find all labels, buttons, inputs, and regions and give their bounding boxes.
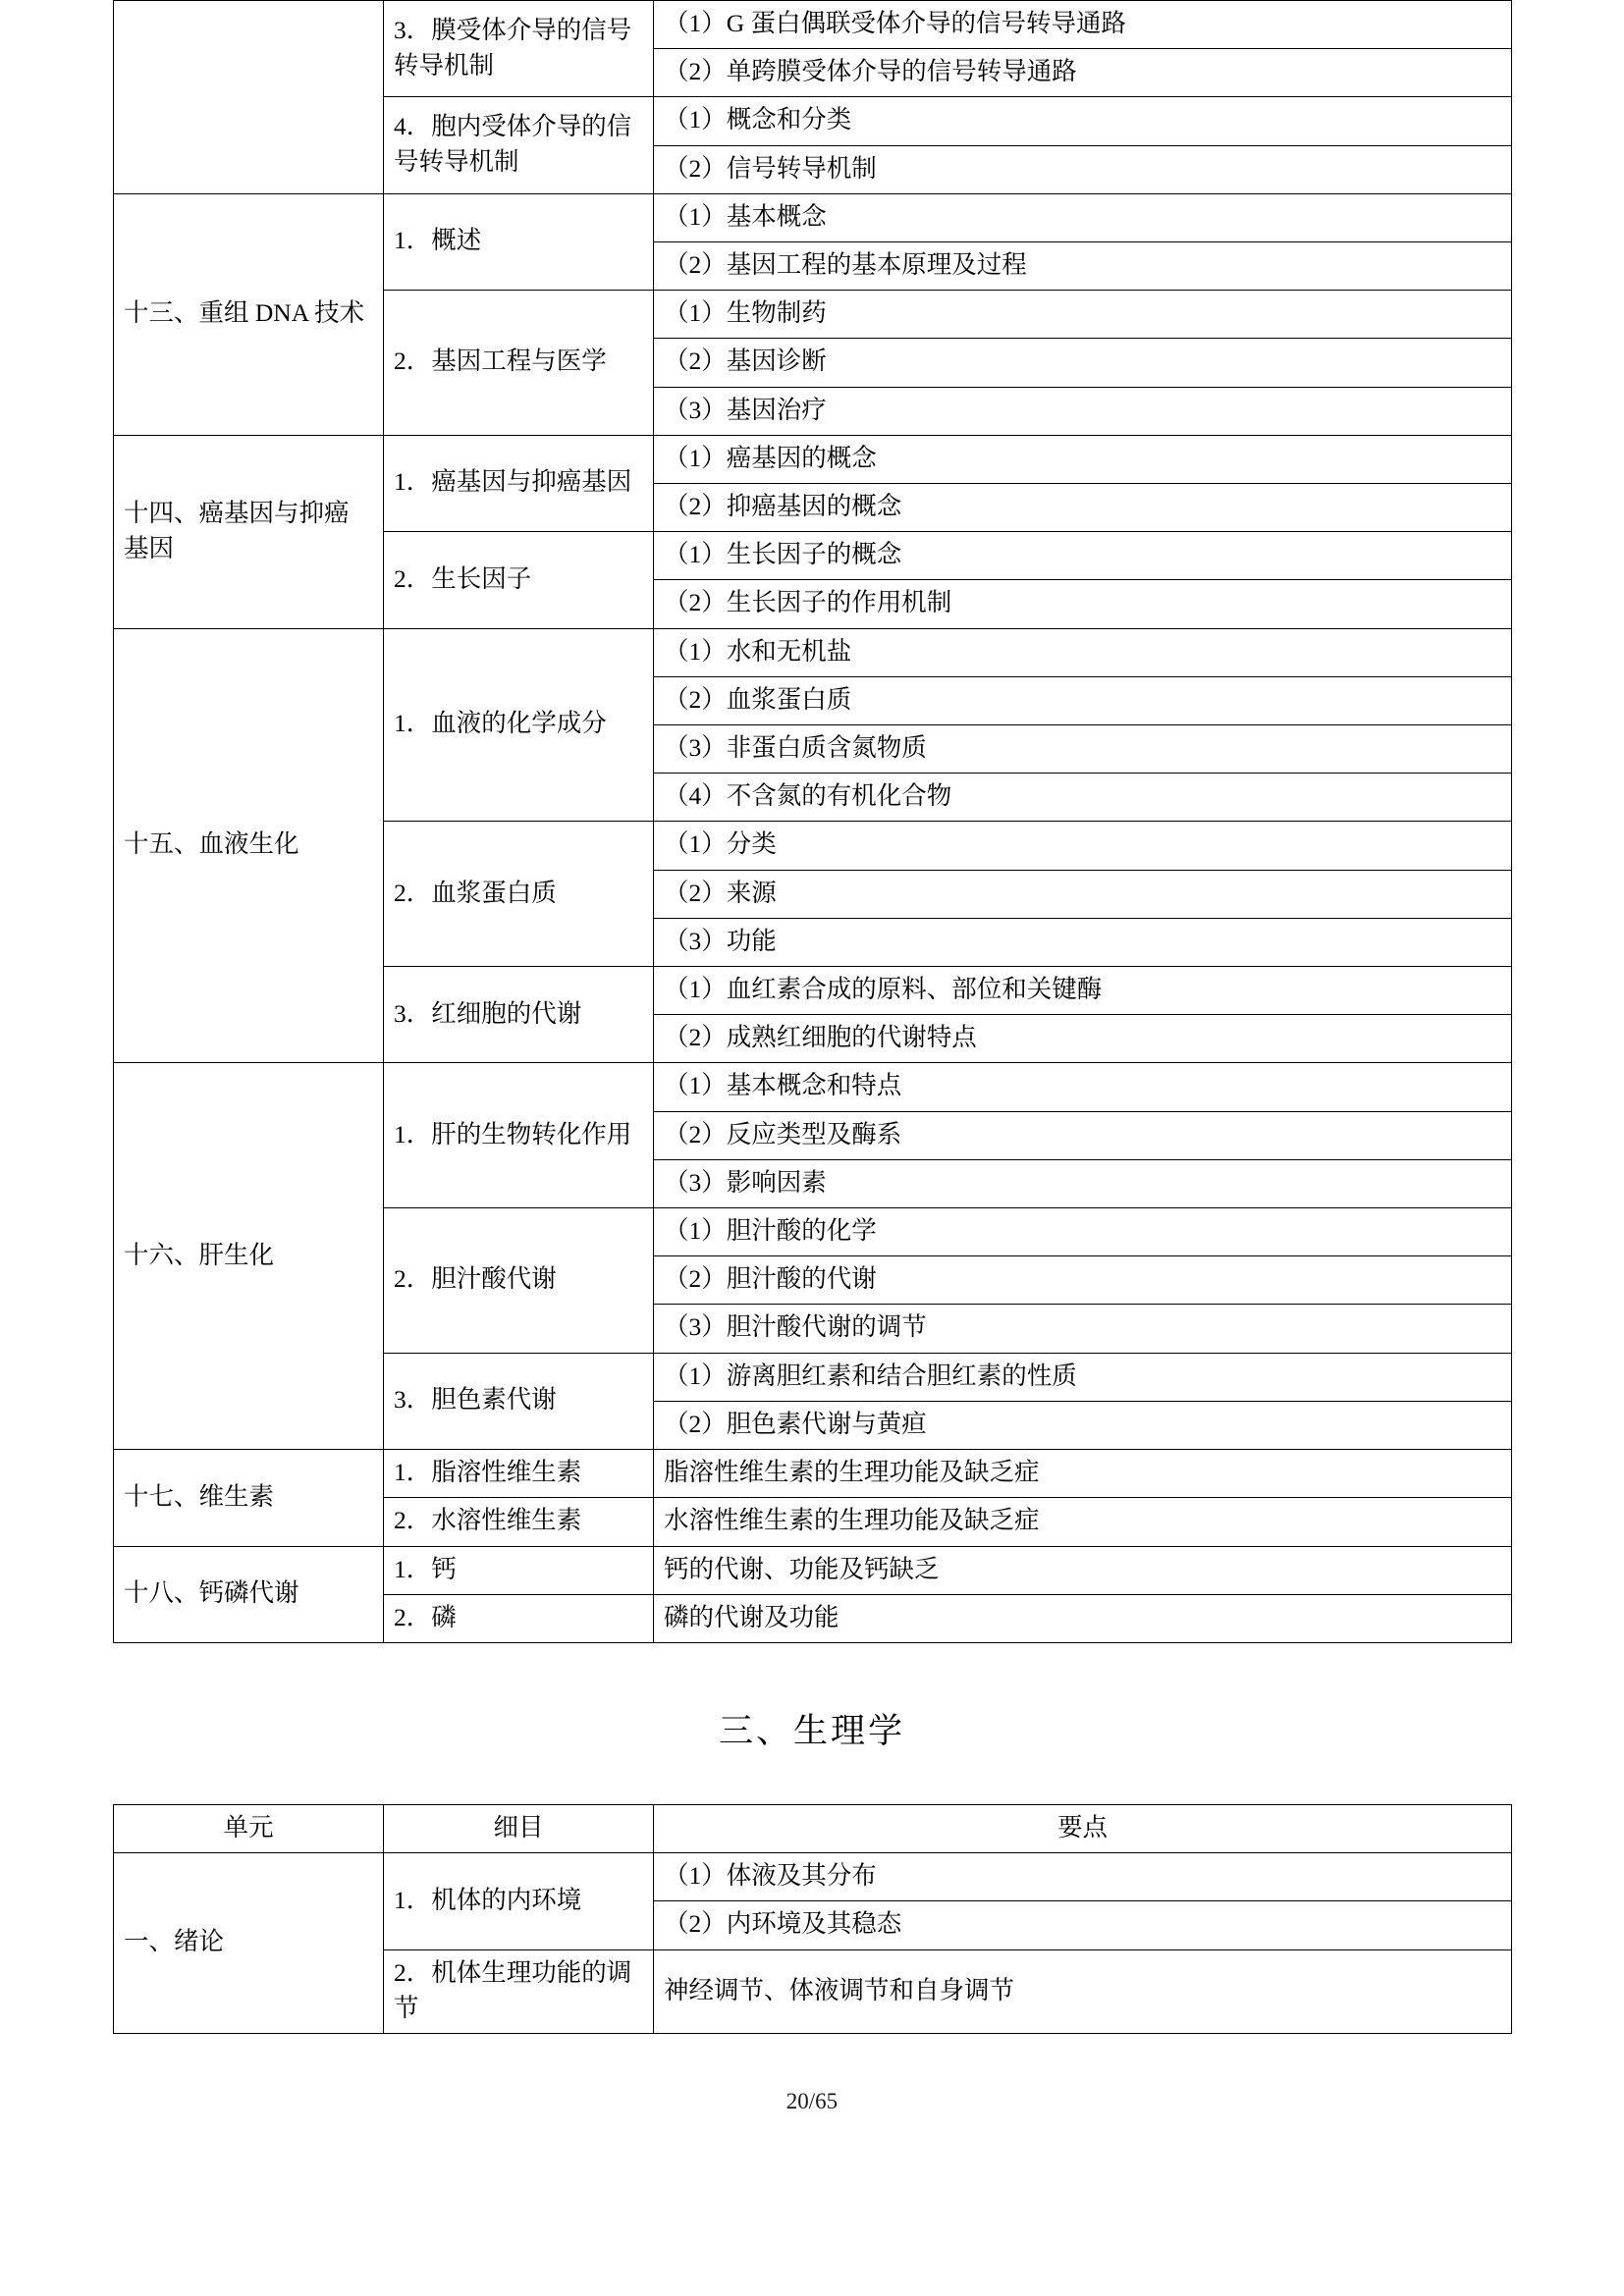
point-cell: （2）成熟红细胞的代谢特点	[654, 1015, 1512, 1063]
unit-cell: 十四、癌基因与抑癌基因	[114, 435, 384, 628]
point-cell: （2）胆汁酸的代谢	[654, 1256, 1512, 1305]
table-row	[114, 1, 1512, 49]
column-header-item: 细目	[384, 1804, 654, 1852]
point-cell: （1）生物制药	[654, 291, 1512, 339]
item-cell: 3．胆色素代谢	[384, 1353, 654, 1449]
point-cell: 水溶性维生素的生理功能及缺乏症	[654, 1498, 1512, 1546]
point-cell: （1）基本概念	[654, 193, 1512, 241]
point-cell: （1）基本概念和特点	[654, 1063, 1512, 1111]
unit-cell: 一、绪论	[114, 1853, 384, 2034]
physiology-syllabus-table	[113, 1804, 1512, 2034]
unit-cell: 十五、血液生化	[114, 628, 384, 1063]
item-cell: 1．概述	[384, 193, 654, 290]
point-cell: （1）胆汁酸的化学	[654, 1208, 1512, 1256]
item-cell: 2．机体生理功能的调节	[384, 1949, 654, 2033]
column-header-unit: 单元	[114, 1804, 384, 1852]
table-row	[114, 1450, 1512, 1498]
point-cell: （2）生长因子的作用机制	[654, 580, 1512, 628]
point-cell: 磷的代谢及功能	[654, 1594, 1512, 1642]
item-cell: 3．红细胞的代谢	[384, 967, 654, 1063]
table-row	[114, 1063, 1512, 1111]
point-cell: （1）分类	[654, 822, 1512, 870]
point-cell: （3）影响因素	[654, 1159, 1512, 1207]
point-cell: 钙的代谢、功能及钙缺乏	[654, 1546, 1512, 1594]
item-cell: 2．胆汁酸代谢	[384, 1208, 654, 1354]
item-cell: 4．胞内受体介导的信号转导机制	[384, 97, 654, 193]
item-cell: 1．脂溶性维生素	[384, 1450, 654, 1498]
unit-cell	[114, 1, 384, 194]
item-cell: 1．钙	[384, 1546, 654, 1594]
point-cell: （2）来源	[654, 870, 1512, 918]
item-cell: 2．基因工程与医学	[384, 291, 654, 436]
point-cell: （2）基因诊断	[654, 339, 1512, 387]
point-cell: （1）G 蛋白偶联受体介导的信号转导通路	[654, 1, 1512, 49]
point-cell: 神经调节、体液调节和自身调节	[654, 1949, 1512, 2033]
unit-cell: 十七、维生素	[114, 1450, 384, 1546]
unit-cell: 十六、肝生化	[114, 1063, 384, 1450]
point-cell: （2）抑癌基因的概念	[654, 484, 1512, 532]
point-cell: （1）生长因子的概念	[654, 532, 1512, 580]
item-cell: 2．生长因子	[384, 532, 654, 628]
item-cell: 1．癌基因与抑癌基因	[384, 435, 654, 531]
unit-cell: 十三、重组 DNA 技术	[114, 193, 384, 435]
item-cell: 1．肝的生物转化作用	[384, 1063, 654, 1208]
point-cell: （1）游离胆红素和结合胆红素的性质	[654, 1353, 1512, 1401]
table-row	[114, 193, 1512, 241]
point-cell: （2）信号转导机制	[654, 145, 1512, 193]
item-cell: 2．磷	[384, 1594, 654, 1642]
point-cell: （3）基因治疗	[654, 387, 1512, 435]
point-cell: （3）胆汁酸代谢的调节	[654, 1305, 1512, 1353]
item-cell: 2．水溶性维生素	[384, 1498, 654, 1546]
table-row	[114, 435, 1512, 483]
point-cell: （2）反应类型及酶系	[654, 1111, 1512, 1159]
biochemistry-syllabus-table	[113, 0, 1512, 1643]
point-cell: （3）功能	[654, 918, 1512, 966]
unit-cell: 十八、钙磷代谢	[114, 1546, 384, 1642]
table-row	[114, 628, 1512, 676]
table-header-row	[114, 1804, 1512, 1852]
point-cell: （1）概念和分类	[654, 97, 1512, 145]
point-cell: （2）血浆蛋白质	[654, 676, 1512, 724]
point-cell: （1）血红素合成的原料、部位和关键酶	[654, 967, 1512, 1015]
table-row	[114, 1546, 1512, 1594]
item-cell: 2．血浆蛋白质	[384, 822, 654, 967]
point-cell: （1）体液及其分布	[654, 1853, 1512, 1901]
point-cell: （3）非蛋白质含氮物质	[654, 725, 1512, 774]
point-cell: 脂溶性维生素的生理功能及缺乏症	[654, 1450, 1512, 1498]
point-cell: （1）水和无机盐	[654, 628, 1512, 676]
point-cell: （2）单跨膜受体介导的信号转导通路	[654, 49, 1512, 97]
section-heading-physiology: 三、生理学	[718, 1711, 905, 1750]
point-cell: （2）胆色素代谢与黄疸	[654, 1401, 1512, 1449]
column-header-point: 要点	[654, 1804, 1512, 1852]
point-cell: （2）内环境及其稳态	[654, 1901, 1512, 1949]
point-cell: （1）癌基因的概念	[654, 435, 1512, 483]
item-cell: 3．膜受体介导的信号转导机制	[384, 1, 654, 97]
point-cell: （4）不含氮的有机化合物	[654, 774, 1512, 822]
item-cell: 1．机体的内环境	[384, 1853, 654, 1949]
item-cell: 1．血液的化学成分	[384, 628, 654, 822]
page-number: 20/65	[785, 2089, 839, 2113]
table-row	[114, 1853, 1512, 1901]
point-cell: （2）基因工程的基本原理及过程	[654, 242, 1512, 291]
